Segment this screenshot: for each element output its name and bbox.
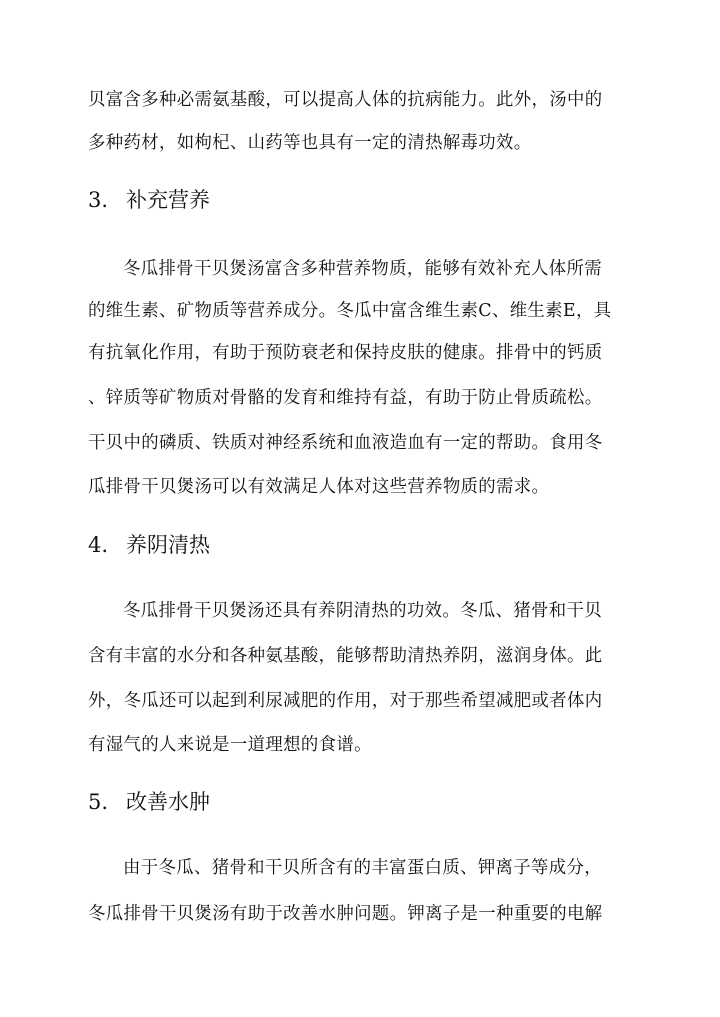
section-title: 补充营养	[126, 188, 210, 212]
paragraph-line: 冬瓜排骨干贝煲汤富含多种营养物质，能够有效补充人体所需	[123, 259, 602, 279]
section-title: 改善水肿	[126, 790, 210, 814]
paragraph-line: 多种药材，如枸杞、山药等也具有一定的清热解毒功效。	[88, 133, 532, 153]
section-title: 养阴清热	[126, 533, 210, 557]
paragraph-line: 冬瓜排骨干贝煲汤还具有养阴清热的功效。冬瓜、猪骨和干贝	[123, 601, 602, 621]
paragraph-line: 的维生素、矿物质等营养成分。冬瓜中富含维生素C、维生素E，具	[88, 301, 612, 321]
section-number: 5.	[88, 790, 109, 814]
section-number: 4.	[88, 533, 109, 557]
paragraph-line: 有抗氧化作用，有助于预防衰老和保持皮肤的健康。排骨中的钙质	[88, 343, 603, 363]
section-number: 3.	[88, 188, 109, 212]
paragraph-line: 瓜排骨干贝煲汤可以有效满足人体对这些营养物质的需求。	[88, 477, 550, 497]
paragraph-line: 、锌质等矿物质对骨骼的发育和维持有益，有助于防止骨质疏松。	[88, 388, 603, 408]
paragraph-line: 由于冬瓜、猪骨和干贝所含有的丰富蛋白质、钾离子等成分，	[123, 858, 602, 878]
paragraph-line: 冬瓜排骨干贝煲汤有助于改善水肿问题。钾离子是一种重要的电解	[88, 904, 603, 924]
section-heading	[88, 531, 210, 559]
paragraph-line: 含有丰富的水分和各种氨基酸，能够帮助清热养阴，滋润身体。此	[88, 646, 603, 666]
section-heading	[88, 788, 210, 816]
paragraph-line: 外，冬瓜还可以起到利尿减肥的作用，对于那些希望减肥或者体内	[88, 691, 603, 711]
paragraph-line: 贝富含多种必需氨基酸，可以提高人体的抗病能力。此外，汤中的	[88, 90, 603, 110]
section-heading	[88, 186, 210, 214]
paragraph-line: 干贝中的磷质、铁质对神经系统和血液造血有一定的帮助。食用冬	[88, 433, 603, 453]
paragraph-line: 有湿气的人来说是一道理想的食谱。	[88, 735, 372, 755]
